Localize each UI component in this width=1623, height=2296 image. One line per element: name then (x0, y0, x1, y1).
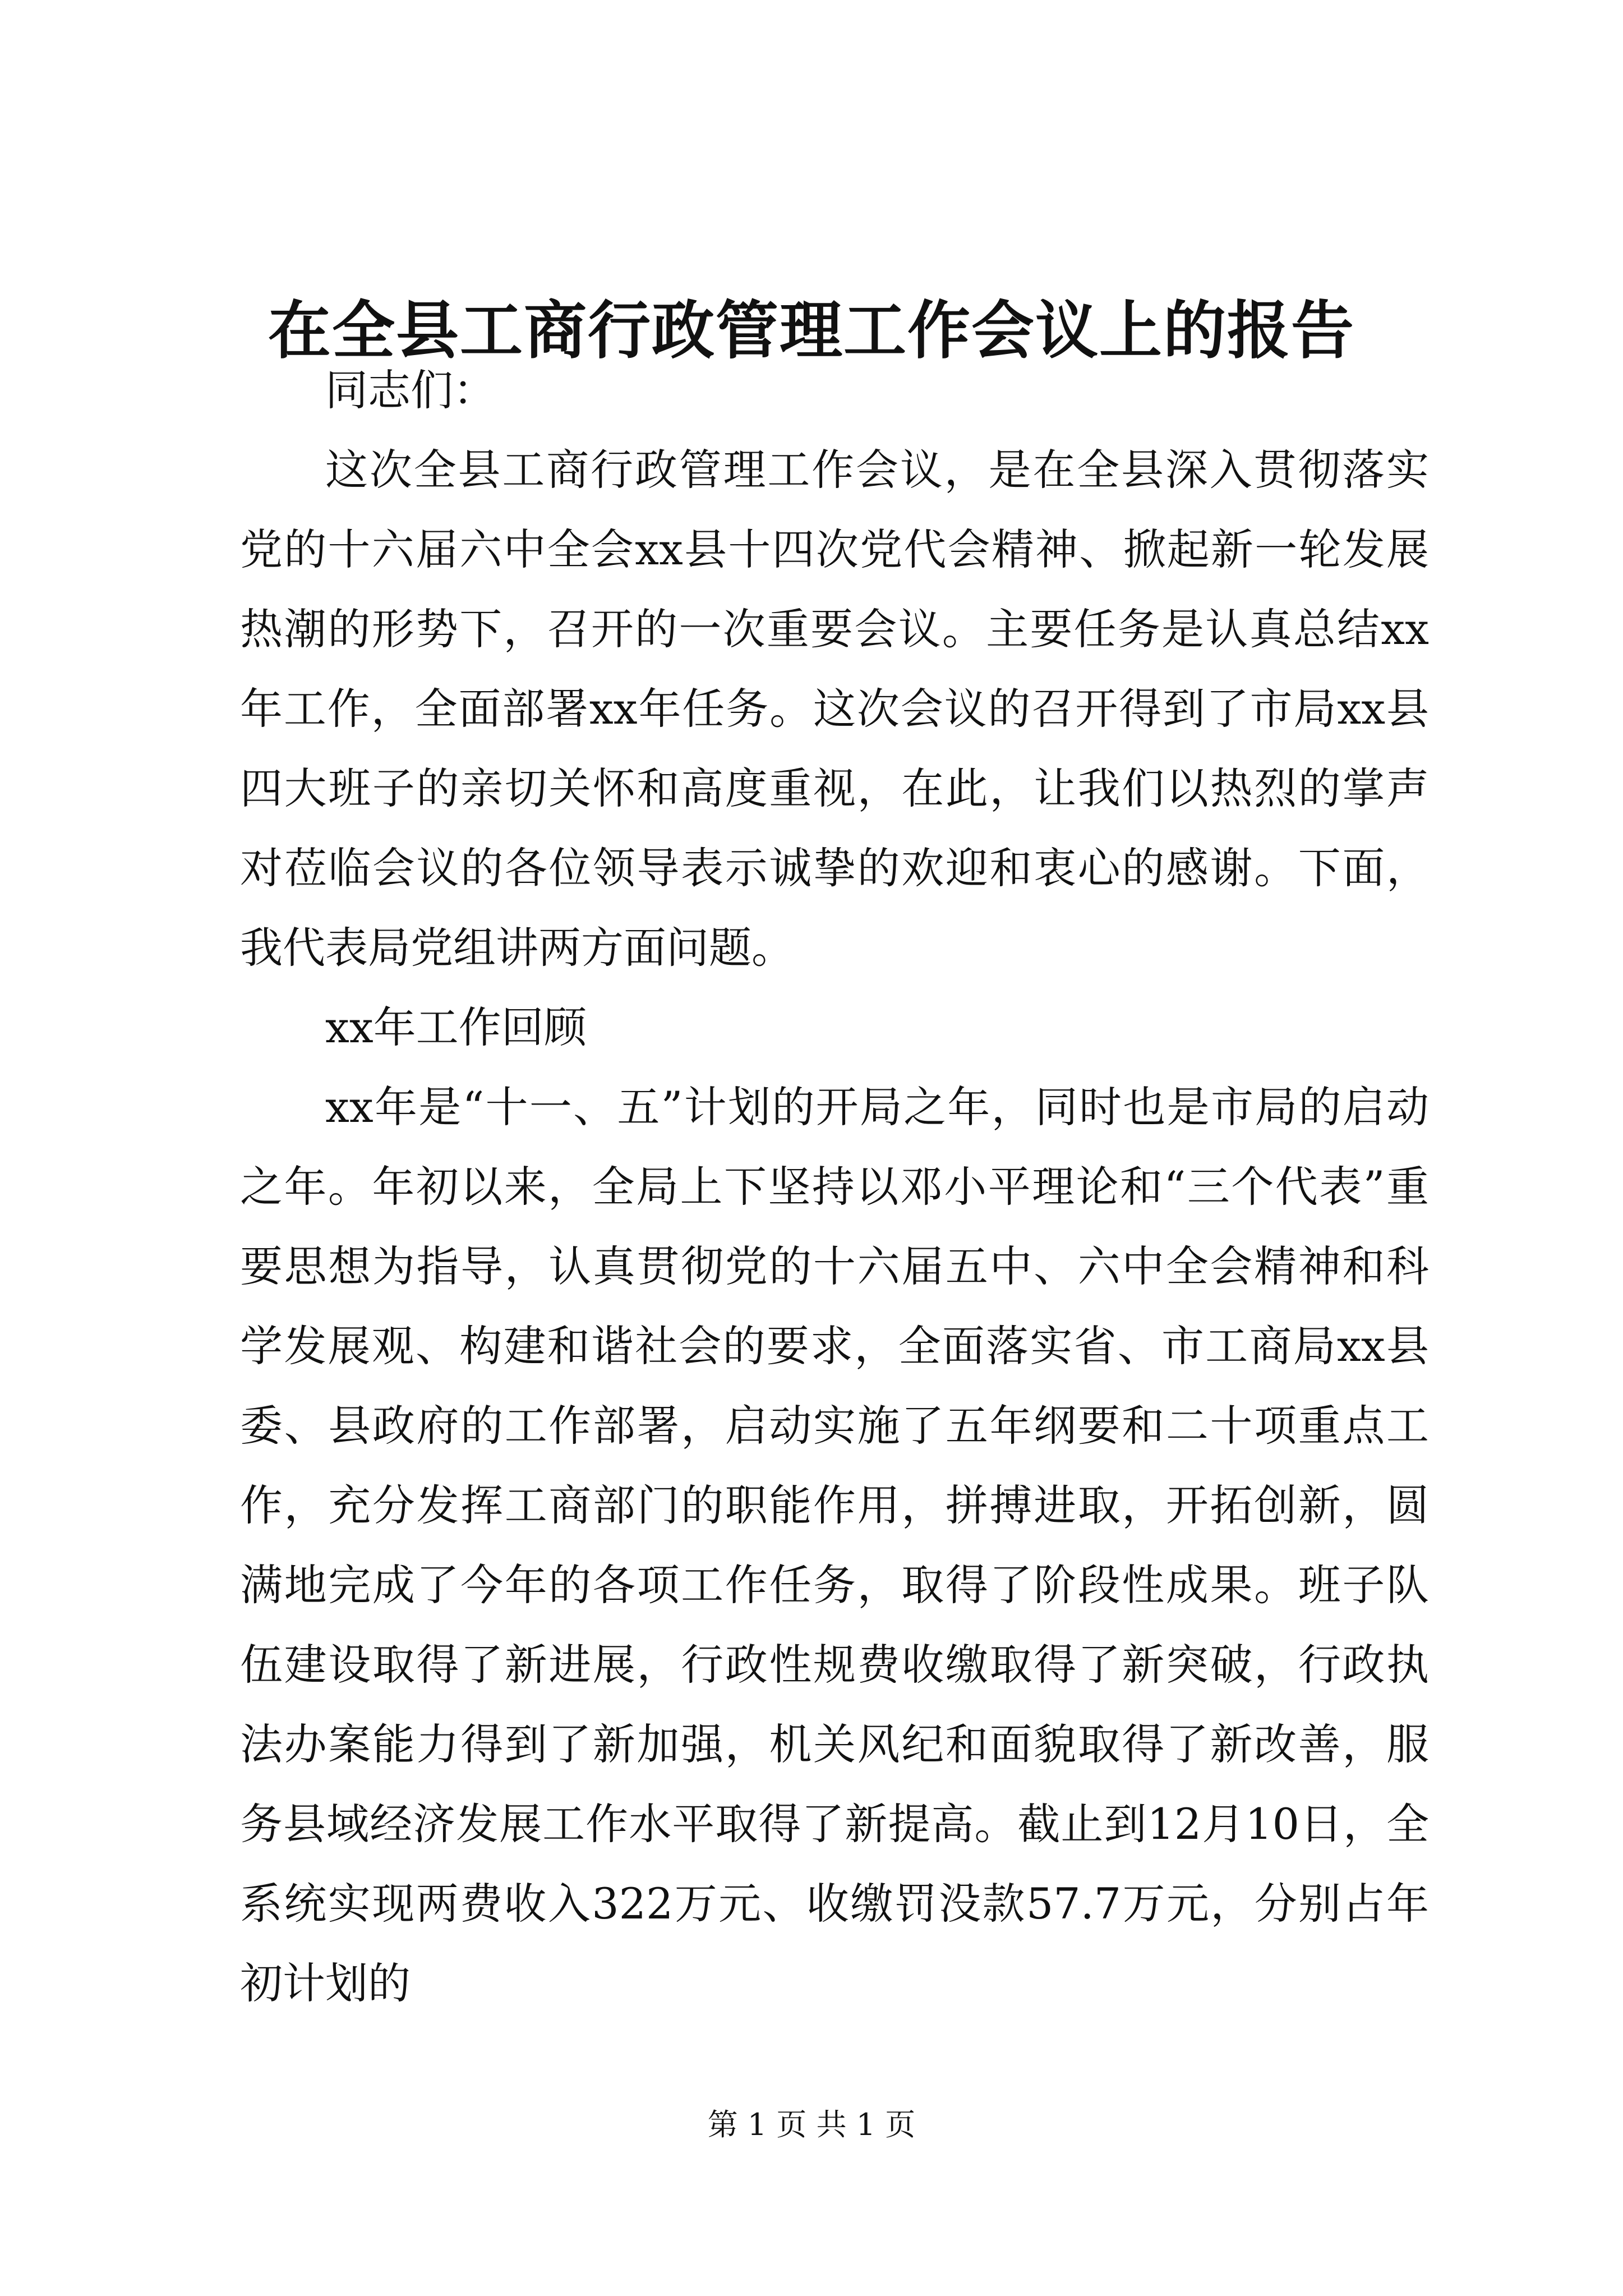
document-body (240, 351, 1429, 2023)
intro-paragraph: 这次全县工商行政管理工作会议，是在全县深入贯彻落实党的十六届六中全会xx县十四次党代会精神、掀起新一轮发展热潮的形势下，召开的一次重要会议。主要任务是认真总结xx年工作，全面部署xx年任务。这次会议的召开得到了市局xx县四大班子的亲切关怀和高度重视，在此，让我们以热烈的掌声对莅临会议的各位领导表示诚挚的欢迎和衷心的感谢。下面，我代表局党组讲两方面问题。 (240, 445, 1429, 973)
section-heading: xx年工作回顾 (325, 1002, 587, 1052)
document-title: 在全县工商行政管理工作会议上的报告 (268, 294, 1355, 367)
review-paragraph: xx年是“十一、五”计划的开局之年，同时也是市局的启动之年。年初以来，全局上下坚持以邓小平理论和“三个代表”重要思想为指导，认真贯彻党的十六届五中、六中全会精神和科学发展观、构建和谐社会的要求，全面落实省、市工商局xx县委、县政府的工作部署，启动实施了五年纲要和二十项重点工作，充分发挥工商部门的职能作用，拼搏进取，开拓创新，圆满地完成了今年的各项工作任务，取得了阶段性成果。班子队伍建设取得了新进展，行政性规费收缴取得了新突破，行政执法办案能力得到了新加强，机关风纪和面貌取得了新改善，服务县域经济发展工作水平取得了新提高。截止到12月10日，全系统实现两费收入322万元、收缴罚没款57.7万元，分别占年初计划的 (240, 1082, 1429, 2008)
salutation-paragraph: 同志们： (325, 365, 496, 415)
page-number-footer: 第 1 页 共 1 页 (707, 2107, 916, 2142)
